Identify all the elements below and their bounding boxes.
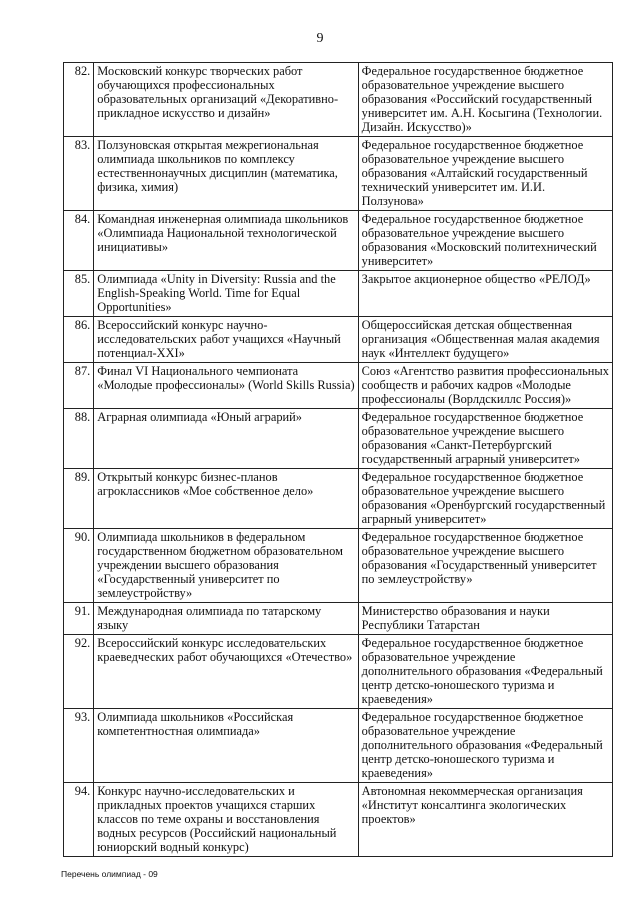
olympiad-table-body [64,63,613,857]
page-number: 9 [316,31,324,46]
table-row [64,709,613,783]
organizer-name: Федеральное государственное бюджетное образовательное учреждение высшего образования «Государственный университет по землеустройству» [358,529,612,603]
table-row [64,529,613,603]
footer-text: Перечень олимпиад - 09 [61,869,158,879]
table-row [64,317,613,363]
organizer-name: Министерство образования и науки Республики Татарстан [358,603,612,635]
row-number: 83. [64,137,94,211]
table-row [64,137,613,211]
row-number: 84. [64,211,94,271]
row-number: 94. [64,783,94,857]
olympiad-name: Финал VI Национального чемпионата «Молодые профессионалы» (World Skills Russia) [94,363,358,409]
organizer-name: Федеральное государственное бюджетное образовательное учреждение дополнительного образования «Федеральный центр детско-юношеского туризма и краеведения» [358,635,612,709]
organizer-name: Федеральное государственное бюджетное образовательное учреждение высшего образования «Российский государственный университет им. А.Н. Косыгина (Технологии. Дизайн. Искусство)» [358,63,612,137]
olympiad-name: Открытый конкурс бизнес-планов агроклассников «Мое собственное дело» [94,469,358,529]
row-number: 91. [64,603,94,635]
organizer-name: Федеральное государственное бюджетное образовательное учреждение высшего образования «Оренбургский государственный аграрный университет» [358,469,612,529]
row-number: 86. [64,317,94,363]
row-number: 93. [64,709,94,783]
table-row [64,783,613,857]
olympiad-name: Всероссийский конкурс научно-исследовательских работ учащихся «Научный потенциал-XXI» [94,317,358,363]
organizer-name: Федеральное государственное бюджетное образовательное учреждение высшего образования «Московский политехнический университет» [358,211,612,271]
row-number: 87. [64,363,94,409]
row-number: 82. [64,63,94,137]
olympiad-name: Олимпиада школьников «Российская компетентностная олимпиада» [94,709,358,783]
olympiad-name: Аграрная олимпиада «Юный аграрий» [94,409,358,469]
olympiad-table [63,62,613,857]
olympiad-name: Ползуновская открытая межрегиональная олимпиада школьников по комплексу естественнонаучных дисциплин (математика, физика, химия) [94,137,358,211]
table-row [64,409,613,469]
row-number: 92. [64,635,94,709]
table-row [64,271,613,317]
olympiad-name: Олимпиада школьников в федеральном государственном бюджетном образовательном учреждении высшего образования «Государственный университет по землеустройству» [94,529,358,603]
table-row [64,211,613,271]
row-number: 85. [64,271,94,317]
table-row [64,603,613,635]
olympiad-name: Всероссийский конкурс исследовательских краеведческих работ обучающихся «Отечество» [94,635,358,709]
olympiad-name: Командная инженерная олимпиада школьников «Олимпиада Национальной технологической инициативы» [94,211,358,271]
olympiad-name: Московский конкурс творческих работ обучающихся профессиональных образовательных организаций «Декоративно-прикладное искусство и дизайн» [94,63,358,137]
table-row [64,635,613,709]
table-row [64,63,613,137]
table-row [64,469,613,529]
organizer-name: Федеральное государственное бюджетное образовательное учреждение высшего образования «Санкт-Петербургский государственный аграрный университет» [358,409,612,469]
organizer-name: Общероссийская детская общественная организация «Общественная малая академия наук «Интеллект будущего» [358,317,612,363]
organizer-name: Автономная некоммерческая организация «Институт консалтинга экологических проектов» [358,783,612,857]
row-number: 89. [64,469,94,529]
organizer-name: Федеральное государственное бюджетное образовательное учреждение высшего образования «Алтайский государственный технический университет им. И.И. Ползунова» [358,137,612,211]
row-number: 90. [64,529,94,603]
table-row [64,363,613,409]
row-number: 88. [64,409,94,469]
organizer-name: Союз «Агентство развития профессиональных сообществ и рабочих кадров «Молодые профессионалы (Ворлдскиллс Россия)» [358,363,612,409]
organizer-name: Федеральное государственное бюджетное образовательное учреждение дополнительного образования «Федеральный центр детско-юношеского туризма и краеведения» [358,709,612,783]
olympiad-name: Конкурс научно-исследовательских и прикладных проектов учащихся старших классов по теме охраны и восстановления водных ресурсов (Российский национальный юниорский водный конкурс) [94,783,358,857]
olympiad-name: Олимпиада «Unity in Diversity: Russia and the English-Speaking World. Time for Equal Opportunities» [94,271,358,317]
olympiad-name: Международная олимпиада по татарскому языку [94,603,358,635]
organizer-name: Закрытое акционерное общество «РЕЛОД» [358,271,612,317]
